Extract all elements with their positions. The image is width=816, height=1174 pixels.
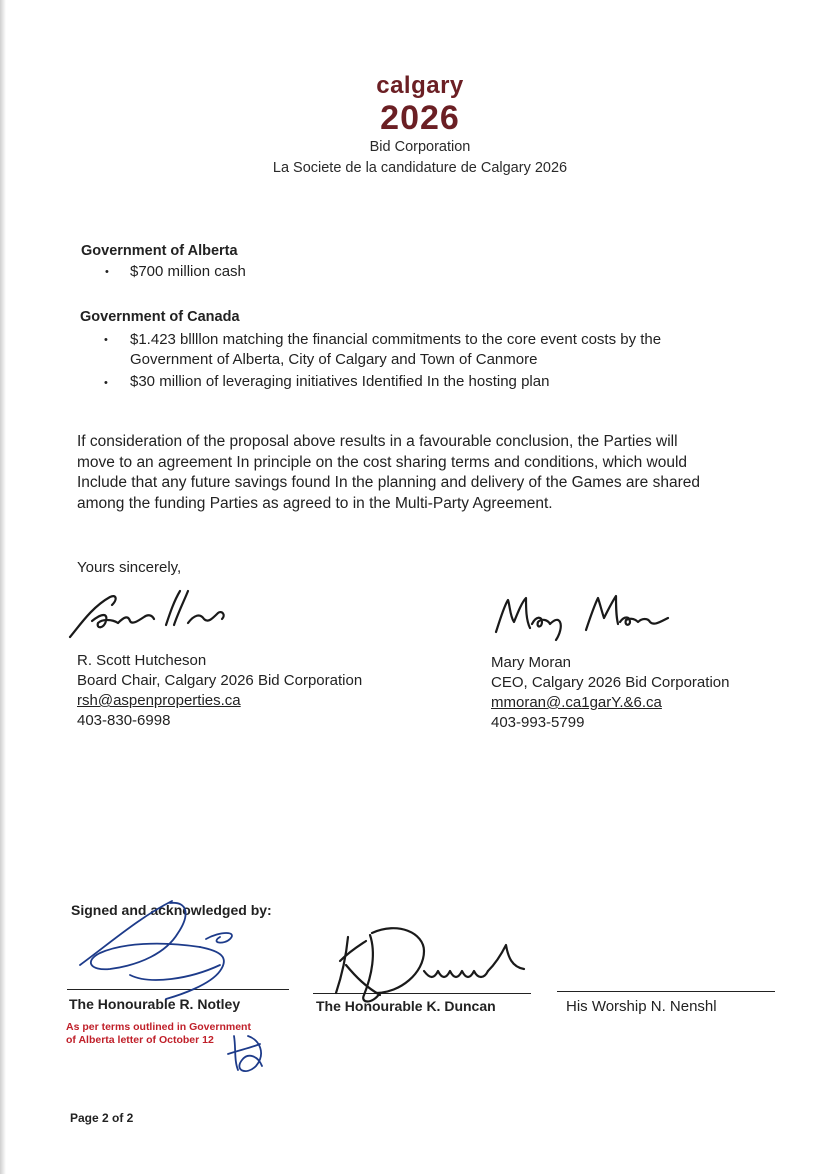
bullet-icon: • bbox=[104, 377, 108, 389]
initials-notley bbox=[226, 1030, 272, 1078]
signatory-phone: 403-993-5799 bbox=[491, 714, 585, 731]
signatory-title: Board Chair, Calgary 2026 Bid Corporation bbox=[77, 672, 363, 689]
bullet-icon: • bbox=[104, 334, 108, 346]
signature-line-nenshi bbox=[557, 991, 775, 992]
bullet-item: $1.423 bllllon matching the financial commitments to the core event costs by the bbox=[130, 331, 662, 348]
signatory-email-link[interactable]: mmoran@.ca1garY.&6.ca bbox=[491, 694, 662, 711]
party-duncan: The Honourable K. Duncan bbox=[316, 998, 496, 1014]
bullet-item-continued: Government of Alberta, City of Calgary and Town of Canmore bbox=[130, 351, 538, 368]
paragraph-line: move to an agreement In principle on the cost sharing terms and conditions, which would bbox=[77, 453, 688, 471]
bullet-item: $30 million of leveraging initiatives Identified In the hosting plan bbox=[130, 373, 550, 390]
signature-hutcheson bbox=[66, 585, 236, 645]
paragraph-line: among the funding Parties as agreed to in the Multi-Party Agreement. bbox=[77, 494, 553, 512]
bullet-icon: • bbox=[105, 266, 109, 278]
terms-note-line: As per terms outlined in Government bbox=[66, 1021, 251, 1033]
signature-duncan bbox=[320, 923, 535, 1008]
signatory-title: CEO, Calgary 2026 Bid Corporation bbox=[491, 674, 730, 691]
logo-year: 2026 bbox=[380, 99, 460, 137]
party-notley: The Honourable R. Notley bbox=[69, 996, 241, 1012]
bullet-item: $700 million cash bbox=[130, 263, 246, 280]
signatory-email-link[interactable]: rsh@aspenproperties.ca bbox=[77, 692, 241, 709]
calgary-2026-logo bbox=[0, 74, 816, 135]
letterhead-subtitle-en: Bid Corporation bbox=[369, 139, 471, 155]
acknowledgement-heading: Signed and acknowledged by: bbox=[71, 902, 272, 918]
section-heading-alberta: Government of Alberta bbox=[81, 243, 238, 259]
signatory-name: R. Scott Hutcheson bbox=[77, 652, 207, 669]
paragraph-line: Include that any future savings found In the planning and delivery of the Games are shared bbox=[77, 474, 700, 491]
terms-note bbox=[66, 1021, 251, 1047]
scan-edge bbox=[0, 0, 6, 1174]
terms-note-line: of Alberta letter of October 12 bbox=[66, 1034, 214, 1046]
signatory-name: Mary Moran bbox=[491, 654, 572, 671]
signature-moran bbox=[490, 590, 680, 645]
paragraph-line: If consideration of the proposal above results in a favourable conclusion, the Parties will bbox=[77, 433, 678, 450]
logo-word: calgary bbox=[376, 72, 464, 99]
closing-salutation: Yours sincerely, bbox=[77, 559, 182, 576]
letterhead-subtitle-fr: La Societe de la candidature de Calgary 2026 bbox=[272, 160, 568, 176]
signatory-phone: 403-830-6998 bbox=[77, 712, 171, 729]
page-number: Page 2 of 2 bbox=[70, 1111, 134, 1125]
party-nenshi: His Worship N. Nenshl bbox=[566, 998, 717, 1015]
body-paragraph bbox=[77, 432, 747, 514]
section-heading-canada: Government of Canada bbox=[80, 309, 240, 325]
signature-notley bbox=[70, 895, 290, 1015]
